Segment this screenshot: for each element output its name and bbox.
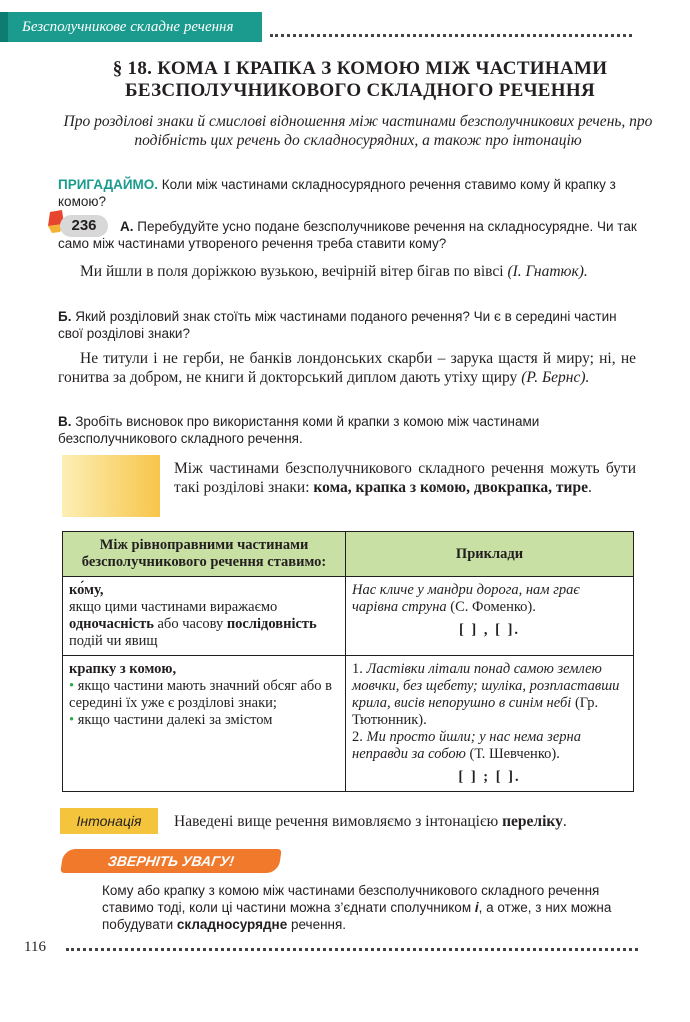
page-title: [60, 58, 660, 102]
attention-text-3: речення.: [287, 917, 347, 932]
task-b-label: Б.: [58, 309, 72, 324]
row1-desc-bold-2: послідовність: [226, 616, 317, 632]
subtitle: Про розділові знаки й смислові відношення між частинами безсполучникових речень, про подібність цих речень до складносурядних, а також про інтонацію: [63, 113, 653, 149]
table-cell-usage: [63, 577, 346, 656]
row2-bullet-1: якщо частини мають значний обсяг або в середині їх уже є розділові знаки;: [69, 678, 332, 711]
task-a-text: Перебудуйте усно подане безсполучникове речення на складносурядне. Чи так само між частинами утвореного речення треба ставити кому?: [58, 219, 637, 251]
task-a-label: А.: [120, 219, 134, 234]
table-header-examples: Приклади: [346, 532, 634, 577]
rule-text-end: .: [587, 479, 592, 496]
row1-example-author: (С. Фоменко).: [446, 599, 536, 615]
punctuation-table: [62, 531, 634, 792]
rule-text: [174, 459, 636, 497]
intonation-label: Інтонація: [60, 808, 158, 834]
task-c-label: В.: [58, 414, 72, 429]
attention-conjunction: і: [474, 900, 479, 915]
row1-desc-3: подій чи явищ: [69, 633, 158, 649]
table-cell-example: [346, 656, 634, 792]
attention-text-bold: складносурядне: [176, 917, 288, 932]
rule-text-main: Між частинами безсполучникового складного речення можуть бути такі розділові знаки:: [174, 460, 636, 496]
row2-ex2: Ми просто йшли; у нас нема зерна неправди за собою: [352, 729, 581, 762]
row1-scheme: [ ] , [ ].: [458, 622, 521, 638]
task-c: [58, 413, 638, 447]
bullet-icon: •: [69, 678, 75, 694]
rule-text-bold: кома, крапка з комою, двокрапка, тире: [313, 479, 588, 496]
attention-banner: ЗВЕРНІТЬ УВАГУ!: [60, 849, 281, 873]
exercise-number: 236: [60, 215, 108, 237]
task-b: [58, 308, 638, 342]
row1-example: Нас кличе у мандри дорога, нам грає чарівна струна: [352, 582, 580, 615]
attention-text-1: Кому або крапку з комою між частинами безсполучникового складного речення ставимо тоді, коли ці частини можна з’єднати сполучником: [102, 883, 600, 915]
row2-ex1-num: 1.: [352, 661, 367, 677]
quote-1-text: Ми йшли в поля доріжкою вузькою, вечірній вітер бігав по вівсі: [80, 263, 504, 280]
table-row: [63, 577, 634, 656]
intonation-text: [174, 812, 644, 831]
table-row: [63, 656, 634, 792]
row2-scheme: [ ] ; [ ].: [458, 769, 521, 785]
recall-lead: ПРИГАДАЙМО.: [58, 177, 159, 192]
row2-ex2-author: (Т. Шевченко).: [465, 746, 560, 762]
quote-2-author: (Р. Бернс).: [521, 369, 590, 386]
header-divider: [270, 34, 632, 37]
table-cell-example: [346, 577, 634, 656]
intonation-text-bold: переліку: [502, 813, 563, 830]
row2-ex1: Ластівки літали понад самою землею мовчки, без щебету; шуліка, розпластавши крила, висів непорушно в синім небі: [352, 661, 620, 711]
example-quote-1: [58, 262, 636, 281]
footer-divider: [66, 948, 638, 951]
recall-text: Коли між частинами складносурядного речення ставимо кому й крапку з комою?: [58, 177, 616, 209]
recall-paragraph: [58, 176, 638, 210]
attention-text: [102, 882, 638, 933]
row2-mark: крапку з комою,: [69, 661, 177, 677]
row1-desc-1: якщо цими частинами виражаємо: [69, 599, 278, 615]
section-tab: Безсполучникове складне речення: [0, 12, 262, 42]
row1-desc-2: або часову: [153, 616, 227, 632]
table-header-row: [63, 532, 634, 577]
row2-ex1-author: (Гр. Тютюнник).: [352, 695, 599, 728]
task-a: [58, 218, 638, 252]
intonation-text-end: .: [562, 813, 567, 830]
intonation-text-main: Наведені вище речення вимовляємо з інтонацією: [174, 813, 503, 830]
table-cell-usage: [63, 656, 346, 792]
row1-desc-bold-1: одночасність: [69, 616, 154, 632]
row1-mark: ко́му,: [69, 582, 104, 598]
title-line-2: БЕЗСПОЛУЧНИКОВОГО СКЛАДНОГО РЕЧЕННЯ: [125, 80, 595, 101]
bullet-icon: •: [69, 712, 75, 728]
row2-ex2-num: 2.: [352, 729, 367, 745]
rule-marker: [62, 455, 160, 517]
quote-2-text: Не титули і не герби, не банків лондонських скарби – зарука щастя й миру; ні, не гонитва за добром, не книги й докторський диплом дають утіху щиру: [58, 350, 636, 386]
example-quote-2: [58, 349, 636, 387]
task-b-text: Який розділовий знак стоїть між частинами поданого речення? Чи є в середині частин свої розділові знаки?: [58, 309, 617, 341]
page-number: 116: [24, 939, 46, 955]
quote-1-author: (І. Гнатюк).: [507, 263, 588, 280]
table-header-usage: Між рівноправними частинами безсполучникового речення ставимо:: [63, 532, 346, 577]
task-c-text: Зробіть висновок про використання коми й крапки з комою між частинами безсполучникового складного речення.: [58, 414, 540, 446]
row2-bullet-2: якщо частини далекі за змістом: [77, 712, 273, 728]
title-line-1: § 18. КОМА І КРАПКА З КОМОЮ МІЖ ЧАСТИНАМИ: [112, 58, 608, 79]
attention-text-2: , а отже, з них можна побудувати: [102, 900, 612, 932]
